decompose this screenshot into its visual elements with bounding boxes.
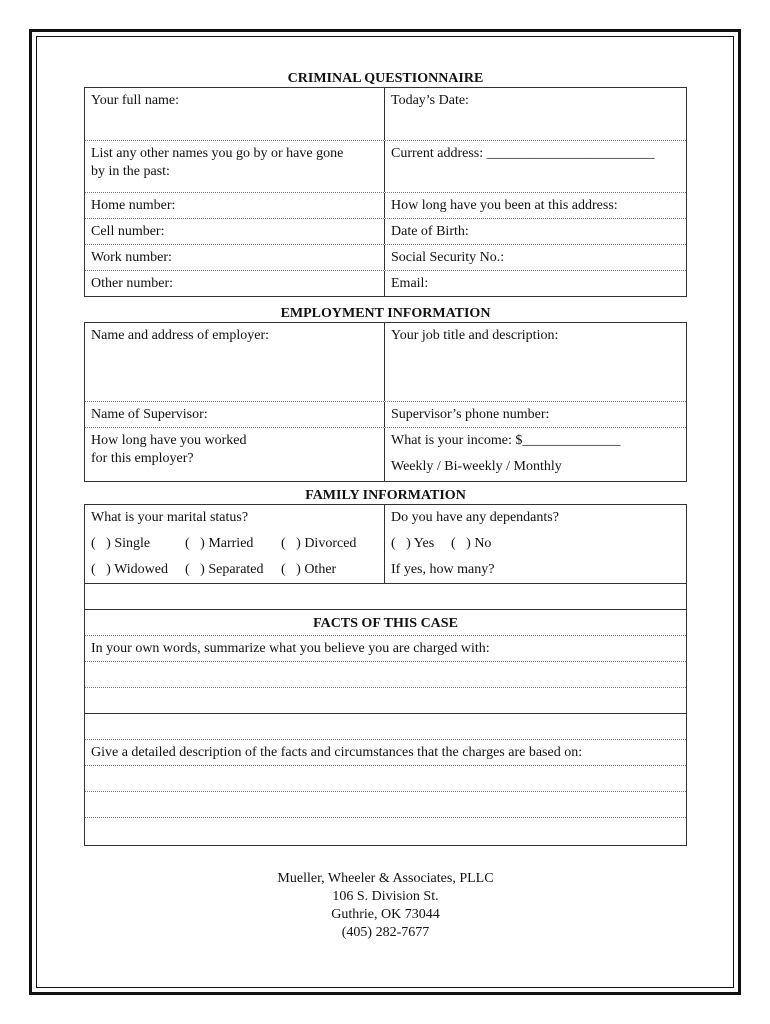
full-name-field[interactable]: Your full name: bbox=[85, 88, 385, 140]
other-number-field[interactable]: Other number: bbox=[85, 271, 385, 296]
table-row bbox=[85, 817, 686, 843]
single-checkbox[interactable]: ( ) Single bbox=[91, 536, 151, 551]
widowed-checkbox[interactable]: ( ) Widowed bbox=[91, 562, 168, 577]
description-line[interactable] bbox=[85, 818, 686, 843]
income-field[interactable]: What is your income: $______________ Weekly / Bi-weekly / Monthly bbox=[391, 433, 621, 474]
other-checkbox[interactable]: ( ) Other bbox=[281, 562, 337, 577]
current-address-field[interactable]: Current address: ________________________ bbox=[391, 146, 655, 161]
employment-heading: EMPLOYMENT INFORMATION bbox=[280, 306, 491, 321]
firm-name: Mueller, Wheeler & Associates, PLLC bbox=[277, 871, 494, 886]
table-row bbox=[85, 218, 686, 244]
ssn-field[interactable]: Social Security No.: bbox=[391, 250, 505, 265]
how-many-field[interactable]: If yes, how many? bbox=[391, 562, 495, 577]
table-row bbox=[85, 505, 686, 531]
page-title: CRIMINAL QUESTIONNAIRE bbox=[287, 71, 484, 86]
family-facts-table bbox=[84, 504, 687, 846]
firm-city: Guthrie, OK 73044 bbox=[331, 907, 440, 922]
address-duration-field[interactable]: How long have you been at this address: bbox=[391, 198, 618, 213]
employment-table bbox=[84, 322, 687, 482]
date-of-birth-field[interactable]: Date of Birth: bbox=[391, 224, 469, 239]
divorced-checkbox[interactable]: ( ) Divorced bbox=[281, 536, 357, 551]
summary-line[interactable] bbox=[85, 662, 686, 687]
summary-line[interactable] bbox=[85, 714, 686, 739]
table-row bbox=[85, 427, 686, 481]
email-field[interactable]: Email: bbox=[391, 276, 429, 291]
description-line[interactable] bbox=[85, 792, 686, 817]
table-row bbox=[85, 791, 686, 817]
supervisor-field[interactable]: Name of Supervisor: bbox=[85, 402, 385, 427]
summary-line[interactable] bbox=[85, 688, 686, 713]
employment-duration-field[interactable]: How long have you worked for this employer? bbox=[85, 428, 385, 481]
firm-phone: (405) 282-7677 bbox=[341, 925, 430, 940]
employer-field[interactable]: Name and address of employer: bbox=[85, 323, 385, 401]
other-names-field[interactable]: List any other names you go by or have gone by in the past: bbox=[85, 141, 385, 192]
marital-options-row-1 bbox=[85, 531, 385, 557]
firm-street: 106 S. Division St. bbox=[332, 889, 439, 904]
table-row bbox=[85, 765, 686, 791]
table-row bbox=[85, 531, 686, 557]
table-row bbox=[85, 635, 686, 661]
table-row bbox=[85, 323, 686, 401]
work-number-field[interactable]: Work number: bbox=[85, 245, 385, 270]
table-row bbox=[85, 192, 686, 218]
marital-status-label: What is your marital status? bbox=[85, 505, 385, 531]
dependants-label: Do you have any dependants? bbox=[391, 510, 559, 525]
family-blank-row[interactable] bbox=[85, 584, 686, 609]
separated-checkbox[interactable]: ( ) Separated bbox=[185, 562, 264, 577]
facts-heading: FACTS OF THIS CASE bbox=[313, 616, 458, 631]
table-row bbox=[85, 557, 686, 583]
table-row bbox=[85, 661, 686, 687]
cell-number-field[interactable]: Cell number: bbox=[85, 219, 385, 244]
supervisor-phone-field[interactable]: Supervisor’s phone number: bbox=[391, 407, 550, 422]
job-title-field[interactable]: Your job title and description: bbox=[391, 328, 559, 343]
table-row bbox=[85, 140, 686, 192]
yes-checkbox[interactable]: ( ) Yes bbox=[391, 536, 435, 551]
marital-options-row-2 bbox=[85, 557, 385, 583]
family-heading: FAMILY INFORMATION bbox=[305, 488, 466, 503]
table-row bbox=[85, 739, 686, 765]
description-line[interactable] bbox=[85, 766, 686, 791]
table-row bbox=[85, 713, 686, 739]
married-checkbox[interactable]: ( ) Married bbox=[185, 536, 254, 551]
summarize-charges-label: In your own words, summarize what you believe you are charged with: bbox=[91, 641, 490, 656]
table-row bbox=[85, 244, 686, 270]
table-row bbox=[85, 583, 686, 609]
no-checkbox[interactable]: ( ) No bbox=[451, 536, 492, 551]
table-row bbox=[85, 88, 686, 140]
table-row bbox=[85, 270, 686, 296]
table-row bbox=[85, 687, 686, 713]
table-row bbox=[85, 401, 686, 427]
todays-date-field[interactable]: Today’s Date: bbox=[391, 93, 469, 108]
home-number-field[interactable]: Home number: bbox=[85, 193, 385, 218]
dependants-options bbox=[385, 531, 686, 557]
table-row bbox=[85, 609, 686, 635]
personal-info-table bbox=[84, 87, 687, 297]
describe-facts-label: Give a detailed description of the facts and circumstances that the charges are based on: bbox=[91, 745, 583, 760]
firm-address-block bbox=[84, 870, 687, 942]
